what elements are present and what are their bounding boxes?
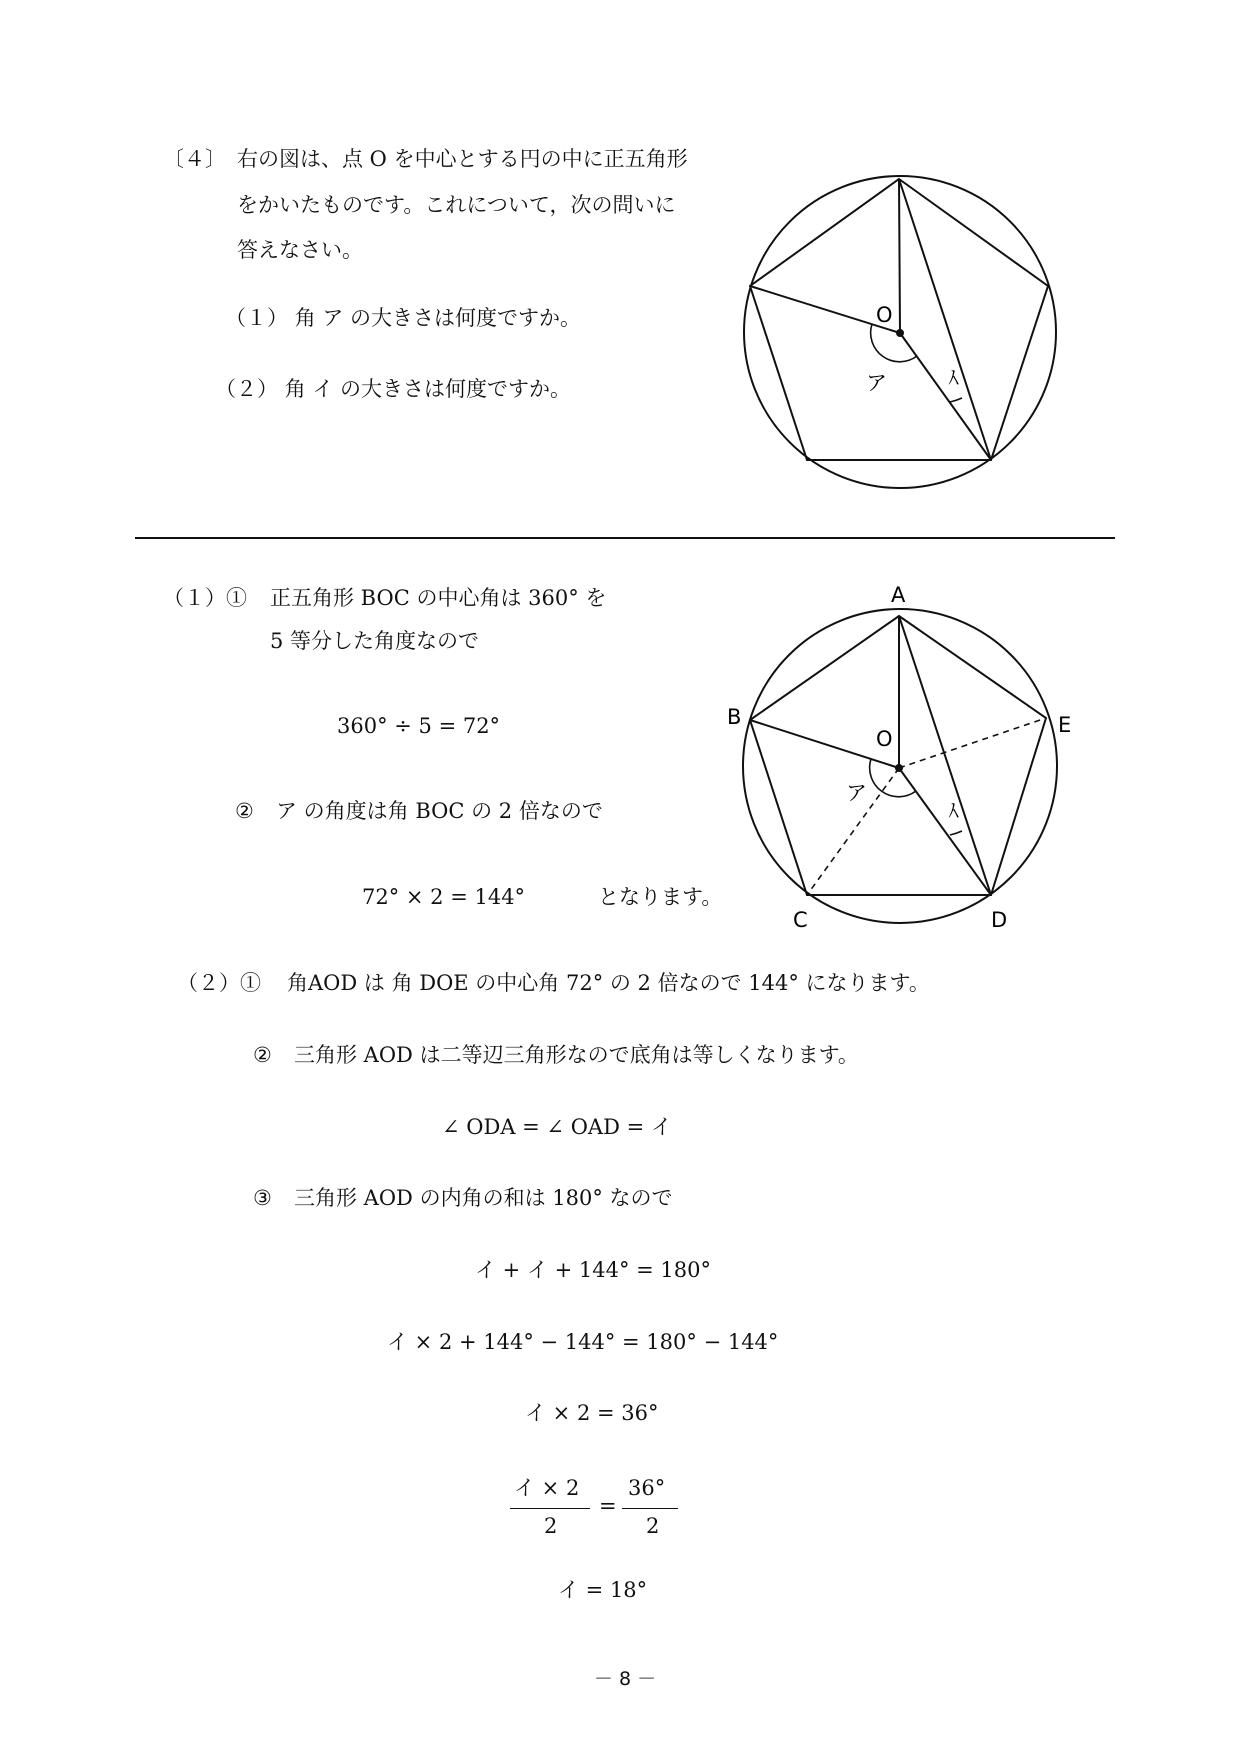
vertex-label-a: A [891, 583, 906, 607]
figure-top [730, 170, 1070, 500]
sol2-step2-text: 三角形 AOD は二等辺三角形なので底角は等しくなります。 [294, 1043, 859, 1067]
sol1-eq2-tail: となります。 [598, 885, 723, 909]
frac-equals: = [599, 1494, 617, 1518]
angle-i-arc [950, 398, 962, 402]
angle-i-label: イ [940, 364, 968, 394]
sol1-step1-head: （１）① [163, 586, 247, 610]
question-1: （１） 角 ア の大きさは何度ですか。 [225, 306, 582, 330]
angle-a-label: ア [846, 781, 867, 805]
frac-left-denominator: 2 [544, 1514, 558, 1538]
sol2-step3-head: ③ [253, 1186, 272, 1210]
sol1-step1-line2: 5 等分した角度なので [270, 629, 480, 653]
angle-i-arc [950, 831, 962, 835]
sol1-eq1: 360° ÷ 5 = 72° [337, 714, 501, 738]
vertex-label-b: B [727, 705, 742, 729]
center-label: O [876, 727, 893, 751]
chord-ad [899, 179, 991, 460]
figure-bottom [715, 580, 1085, 935]
question-2: （２） 角 イ の大きさは何度ですか。 [215, 377, 572, 401]
sol2-step3-text: 三角形 AOD の内角の和は 180° なので [294, 1186, 673, 1210]
center-point [895, 764, 903, 772]
chord-ad [899, 616, 991, 895]
problem-number: 〔４〕 [163, 147, 226, 171]
radius-od [899, 768, 991, 895]
problem-line-1: 右の図は、点 O を中心とする円の中に正五角形 [237, 147, 688, 171]
page-number: － 8 － [594, 1668, 657, 1690]
problem-line-3: 答えなさい。 [237, 238, 363, 262]
sol2-eq-a: イ + イ + 144° = 180° [475, 1258, 712, 1282]
sol2-eq-b: イ × 2 + 144° − 144° = 180° − 144° [387, 1330, 779, 1354]
vertex-label-e: E [1058, 713, 1072, 737]
frac-right-bar [622, 1508, 678, 1509]
sol2-answer: イ = 18° [558, 1578, 648, 1602]
angle-i-label: イ [940, 797, 968, 827]
sol1-step2-head: ② [235, 799, 254, 823]
radius-od [900, 333, 991, 460]
section-divider [135, 537, 1115, 539]
angle-a-arc [871, 324, 917, 362]
vertex-label-c: C [793, 908, 808, 932]
sol1-eq2: 72° × 2 = 144° [362, 885, 526, 909]
sol1-step1-line1: 正五角形 BOC の中心角は 360° を [270, 586, 607, 610]
sol2-step1-head: （２）① [177, 971, 261, 995]
vertex-label-d: D [991, 908, 1008, 932]
radius-oa [899, 179, 900, 333]
sol2-step1-text: 角AOD は 角 DOE の中心角 72° の 2 倍なので 144° になります。 [287, 971, 930, 995]
angle-a-label: ア [866, 371, 887, 395]
fraction-equation [510, 1476, 680, 1546]
dashed-radius-oe [899, 718, 1046, 768]
center-point [896, 329, 904, 337]
frac-left-numerator: イ × 2 [514, 1476, 580, 1500]
frac-left-bar [510, 1508, 590, 1509]
frac-right-numerator: 36° [628, 1476, 666, 1500]
sol2-eq-angles: ∠ ODA = ∠ OAD = イ [442, 1115, 672, 1139]
frac-right-denominator: 2 [646, 1514, 660, 1538]
sol2-eq-c: イ × 2 = 36° [525, 1401, 659, 1425]
sol1-step2-text: ア の角度は角 BOC の 2 倍なので [276, 799, 603, 823]
center-label: O [876, 303, 893, 327]
problem-line-2: をかいたものです。これについて，次の問いに [237, 193, 676, 217]
sol2-step2-head: ② [253, 1043, 272, 1067]
